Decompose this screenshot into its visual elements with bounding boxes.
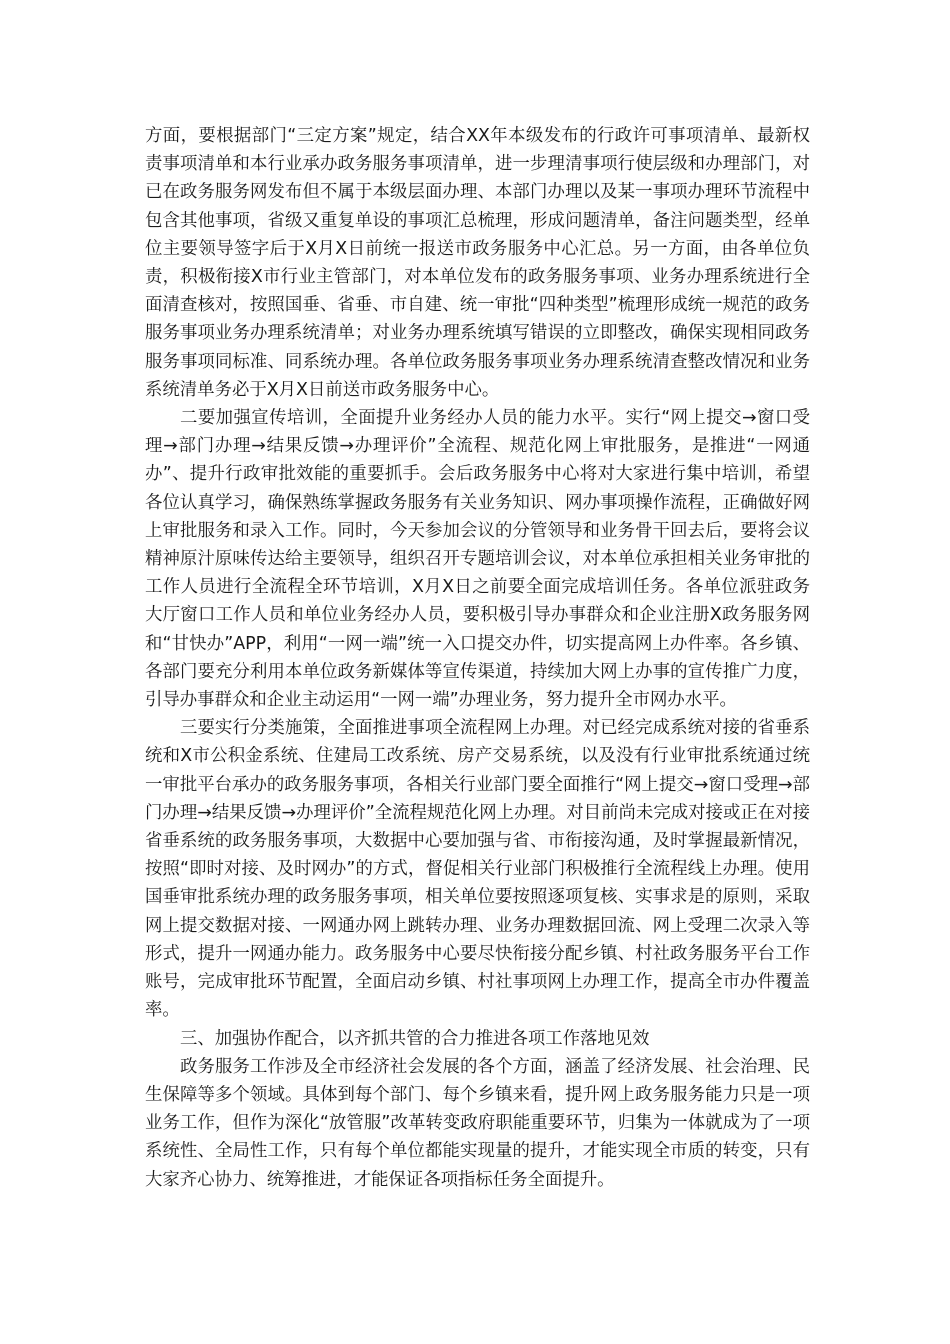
paragraph-classified-measures: 三要实行分类施策，全面推进事项全流程网上办理。对已经完成系统对接的省垂系统和X市公积金系统、住建局工改系统、房产交易系统，以及没有行业审批系统通过统一审批平台承办的政务服务事项，各相关行业部门要全面推行“网上提交→窗口受理→部门办理→结果反馈→办理评价”全流程规范化网上办理。对目前尚未完成对接或正在对接省垂系统的政务服务事项，大数据中心要加强与省、市衔接沟通，及时掌握最新情况，按照“即时对接、及时网办”的方式，督促相关行业部门积极推行全流程线上办理。使用国垂审批系统办理的政务服务事项，相关单位要按照逐项复核、实事求是的原则，采取网上提交数据对接、一网通办网上跳转办理、业务办理数据回流、网上受理二次录入等形式，提升一网通办能力。政务服务中心要尽快衔接分配乡镇、村社政务服务平台工作账号，完成审批环节配置，全面启动乡镇、村社事项网上办理工作，提高全市办件覆盖率。 [145, 718, 810, 1021]
document-body [145, 122, 810, 1194]
section-heading: 三、加强协作配合，以齐抓共管的合力推进各项工作落地见效 [180, 1028, 650, 1049]
paragraph-collaboration: 政务服务工作涉及全市经济社会发展的各个方面，涵盖了经济发展、社会治理、民生保障等多个领域。具体到每个部门、每个乡镇来看，提升网上政务服务能力只是一项业务工作，但作为深化“放管服”改革转变政府职能重要环节，归集为一体就成为了一项系统性、全局性工作，只有每个单位都能实现量的提升，才能实现全市质的转变，只有大家齐心协力、统筹推进，才能保证各项指标任务全面提升。 [145, 1056, 810, 1190]
paragraph-publicity-training: 二要加强宣传培训，全面提升业务经办人员的能力水平。实行“网上提交→窗口受理→部门办理→结果反馈→办理评价”全流程、规范化网上审批服务，是推进“一网通办”、提升行政审批效能的重要抓手。会后政务服务中心将对大家进行集中培训，希望各位认真学习，确保熟练掌握政务服务有关业务知识、网办事项操作流程，正确做好网上审批服务和录入工作。同时，今天参加会议的分管领导和业务骨干回去后，要将会议精神原汁原味传达给主要领导，组织召开专题培训会议，对本单位承担相关业务审批的工作人员进行全流程全环节培训，X月X日之前要全面完成培训任务。各单位派驻政务大厅窗口工作人员和单位业务经办人员，要积极引导办事群众和企业注册X政务服务网和“甘快办”APP，利用“一网一端”统一入口提交办件，切实提高网上办件率。各乡镇、各部门要充分利用本单位政务新媒体等宣传渠道，持续加大网上办事的宣传推广力度，引导办事群众和企业主动运用“一网一端”办理业务，努力提升全市网办水平。 [145, 408, 810, 711]
paragraph-continuation: 方面，要根据部门“三定方案”规定，结合XX年本级发布的行政许可事项清单、最新权责事项清单和本行业承办政务服务事项清单，进一步理清事项行使层级和办理部门，对已在政务服务网发布但不属于本级层面办理、本部门办理以及某一事项办理环节流程中包含其他事项，省级又重复单设的事项汇总梳理，形成问题清单，备注问题类型，经单位主要领导签字后于X月X日前统一报送市政务服务中心汇总。另一方面，由各单位负责，积极衔接X市行业主管部门，对本单位发布的政务服务事项、业务办理系统进行全面清查核对，按照国垂、省垂、市自建、统一审批“四种类型”梳理形成统一规范的政务服务事项业务办理系统清单；对业务办理系统填写错误的立即整改，确保实现相同政务服务事项同标准、同系统办理。各单位政务服务事项业务办理系统清查整改情况和业务系统清单务必于X月X日前送市政务服务中心。 [145, 126, 810, 400]
